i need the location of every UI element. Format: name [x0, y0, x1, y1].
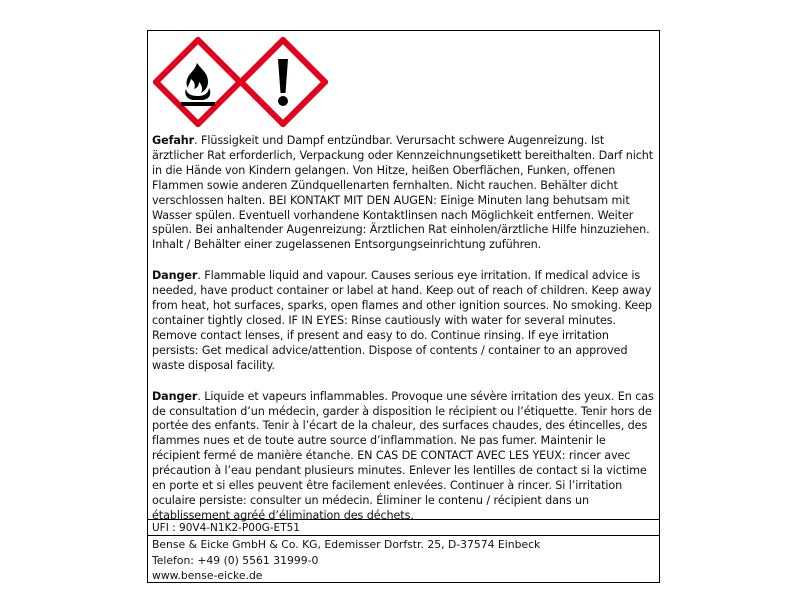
ufi-divider-bottom: [148, 535, 659, 536]
company-phone: Telefon: +49 (0) 5561 31999-0: [152, 553, 319, 567]
signal-word: Gefahr: [152, 134, 195, 147]
statement-fr: [152, 390, 657, 524]
company-address: Bense & Eicke GmbH & Co. KG, Edemisser Dorfstr. 25, D-37574 Einbeck: [152, 538, 541, 551]
company-info: [152, 537, 540, 584]
exclamation-pictogram-icon: [238, 37, 328, 127]
hazard-statements: [152, 134, 657, 540]
signal-word: Danger: [152, 269, 198, 283]
statement-text: . Liquide et vapeurs inflammables. Provoque une sévère irritation des yeux. En cas de consultation d’un médecin, garder à disposition le récipient ou l’étiquette. Tenir hors de portée des enfants. Tenir à l’écart de la chaleur, des surfaces chaudes, des étincelles, des flammes nues et de toute autre source d’inflammation. Ne pas fumer. Maintenir le récipient fermé de manière étanche. EN CAS DE CONTACT AVEC LES YEUX: rincer avec précaution à l’eau pendant plusieurs minutes. Enlever les lentilles de contact si la victime en porte et si elles peuvent être facilement enlevées. Continuer à rincer. Si l’irritation oculaire persiste: consulter un médecin. Éliminer le contenu / récipient dans un établissement agréé d’élimination des déchets.: [152, 389, 654, 522]
company-website: www.bense-eicke.de: [152, 569, 263, 583]
flame-pictogram-icon: [153, 37, 243, 127]
statement-en: [152, 269, 657, 373]
statement-text: . Flüssigkeit und Dampf entzündbar. Verursacht schwere Augenreizung. Ist ärztlicher Rat erforderlich, Verpackung oder Kennzeichnungsetikett bereithalten. Darf nicht in die Hände von Kindern gelangen. Von Hitze, heißen Oberflächen, Funken, offenen Flammen sowie anderen Zündquellenarten fernhalten. Nicht rauchen. Behälter dicht verschlossen halten. BEI KONTAKT MIT DEN AUGEN: Einige Minuten lang behutsam mit Wasser spülen. Eventuell vorhandene Kontaktlinsen nach Möglichkeit entfernen. Weiter spülen. Bei anhaltender Augenreizung: Ärztlichen Rat einholen/ärztliche Hilfe hinzuziehen. Inhalt / Behälter einer zugelassenen Entsorgungseinrichtung zuführen.: [152, 134, 654, 252]
statement-de: [152, 134, 657, 253]
safety-label: [147, 30, 660, 583]
ufi-divider-top: [148, 519, 659, 520]
signal-word: Danger: [152, 389, 198, 403]
statement-text: . Flammable liquid and vapour. Causes serious eye irritation. If medical advice is needed, have product container or label at hand. Keep out of reach of children. Keep away from heat, hot surfaces, sparks, open flames and other ignition sources. No smoking. Keep container tightly closed. IF IN EYES: Rinse cautiously with water for several minutes. Remove contact lenses, if present and easy to do. Continue rinsing. If eye irritation persists: Get medical advice/attention. Dispose of contents / container to an approved waste disposal facility.: [152, 269, 652, 372]
ufi-code: UFI : 90V4-N1K2-P00G-ET51: [152, 522, 300, 534]
